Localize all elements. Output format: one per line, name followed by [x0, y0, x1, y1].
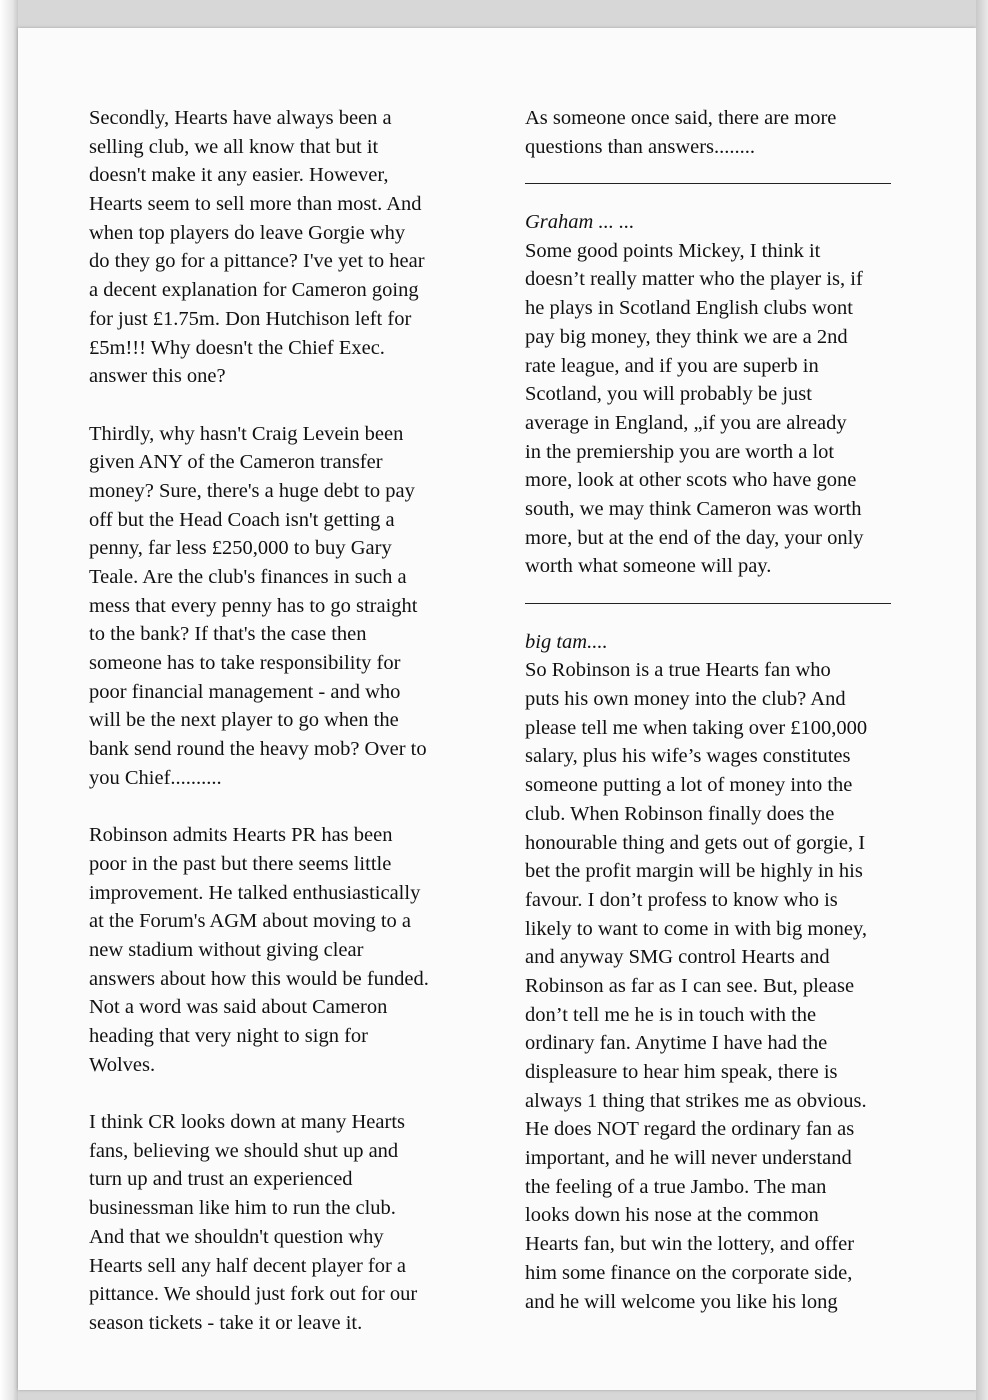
- text-line: mess that every penny has to go straight: [89, 594, 418, 617]
- text-line: important, and he will never understand: [525, 1147, 852, 1170]
- text-line: he plays in Scotland English clubs wont: [525, 297, 853, 320]
- text-line: I think CR looks down at many Hearts: [89, 1111, 406, 1134]
- text-line: answer this one?: [89, 365, 226, 388]
- text-line: fans, believing we should shut up and: [89, 1139, 399, 1162]
- text-line: new stadium without giving clear: [89, 938, 364, 961]
- text-line: to the bank? If that's the case then: [89, 623, 367, 646]
- text-line: average in England, „if you are already: [525, 411, 847, 434]
- text-line: Robinson as far as I can see. But, please: [525, 974, 855, 997]
- text-line: pittance. We should just fork out for our: [89, 1283, 418, 1306]
- text-line: honourable thing and gets out of gorgie, I: [525, 831, 866, 854]
- text-line: Thirdly, why hasn't Craig Levein been: [89, 422, 404, 445]
- text-line: bet the profit margin will be highly in his: [525, 860, 863, 883]
- text-line: south, we may think Cameron was worth: [525, 497, 862, 520]
- text-line: Scotland, you will probably be just: [525, 383, 812, 406]
- text-line: selling club, we all know that but it: [89, 135, 379, 158]
- text-line: turn up and trust an experienced: [89, 1168, 353, 1191]
- text-line: him some finance on the corporate side,: [525, 1261, 853, 1284]
- text-line: penny, far less £250,000 to buy Gary: [89, 537, 392, 560]
- text-line: Hearts fan, but win the lottery, and offer: [525, 1233, 855, 1256]
- text-line: someone putting a lot of money into the: [525, 774, 853, 797]
- text-line: Secondly, Hearts have always been a: [89, 107, 392, 129]
- text-line: displeasure to hear him speak, there is: [525, 1061, 838, 1083]
- text-line: do they go for a pittance? I've yet to hear: [89, 250, 425, 273]
- paragraph-thirdly: [89, 420, 509, 793]
- text-line: Not a word was said about Cameron: [89, 996, 388, 1019]
- text-line: and he will welcome you like his long: [525, 1290, 838, 1313]
- binding-shadow: [0, 0, 18, 1400]
- text-line: Some good points Mickey, I think it: [525, 239, 821, 262]
- paragraph-big-tam-reply: [525, 656, 925, 1316]
- page-edge: [976, 0, 988, 1400]
- paragraph-robinson-pr: [89, 821, 509, 1079]
- text-line: money? Sure, there's a huge debt to pay: [89, 479, 415, 502]
- text-line: when top players do leave Gorgie why: [89, 221, 406, 244]
- text-line: always 1 thing that strikes me as obvious.: [525, 1089, 867, 1112]
- text-line: poor financial management - and who: [89, 680, 401, 703]
- text-line: questions than answers........: [525, 135, 756, 158]
- text-line: likely to want to come in with big money,: [525, 917, 867, 940]
- text-line: As someone once said, there are more: [525, 107, 837, 129]
- text-line: improvement. He talked enthusiastically: [89, 881, 421, 904]
- text-line: Teale. Are the club's finances in such a: [89, 566, 407, 588]
- text-line: So Robinson is a true Hearts fan who: [525, 659, 831, 682]
- text-line: pay big money, they think we are a 2nd: [525, 325, 848, 348]
- text-line: answers about how this would be funded.: [89, 967, 429, 990]
- paragraph-graham-reply: [525, 237, 925, 581]
- text-line: given ANY of the Cameron transfer: [89, 451, 383, 474]
- text-line: more, look at other scots who have gone: [525, 469, 857, 492]
- text-line: a decent explanation for Cameron going: [89, 279, 419, 302]
- right-column: [525, 104, 925, 1316]
- text-line: more, but at the end of the day, your only: [525, 526, 864, 549]
- text-line: and anyway SMG control Hearts and: [525, 946, 830, 969]
- author-big-tam: big tam....: [525, 630, 608, 653]
- paragraph-questions: [525, 104, 925, 161]
- text-line: rate league, and if you are superb in: [525, 354, 819, 377]
- text-line: Hearts seem to sell more than most. And: [89, 193, 422, 216]
- text-line: looks down his nose at the common: [525, 1204, 819, 1227]
- text-line: in the premiership you are worth a lot: [525, 440, 835, 463]
- text-line: And that we shouldn't question why: [89, 1225, 384, 1248]
- text-line: season tickets - take it or leave it.: [89, 1311, 363, 1334]
- text-line: off but the Head Coach isn't getting a: [89, 508, 395, 531]
- section-divider: [525, 161, 925, 190]
- text-line: club. When Robinson finally does the: [525, 802, 835, 825]
- text-line: Hearts sell any half decent player for a: [89, 1254, 407, 1277]
- author-graham: Graham ... ...: [525, 211, 635, 234]
- text-line: £5m!!! Why doesn't the Chief Exec.: [89, 336, 385, 359]
- text-line: worth what someone will pay.: [525, 555, 772, 578]
- text-line: poor in the past but there seems little: [89, 852, 392, 875]
- text-line: for just £1.75m. Don Hutchison left for: [89, 307, 412, 330]
- text-line: will be the next player to go when the: [89, 709, 399, 732]
- text-line: salary, plus his wife’s wages constitutes: [525, 745, 851, 768]
- paragraph-cr-looks-down: [89, 1108, 509, 1338]
- text-line: someone has to take responsibility for: [89, 652, 401, 675]
- text-line: don’t tell me he is in touch with the: [525, 1003, 817, 1026]
- text-line: doesn't make it any easier. However,: [89, 164, 389, 187]
- text-line: businessman like him to run the club.: [89, 1197, 396, 1220]
- left-column: [89, 104, 509, 1338]
- text-line: He does NOT regard the ordinary fan as: [525, 1118, 855, 1141]
- text-line: ordinary fan. Anytime I have had the: [525, 1032, 828, 1055]
- text-line: please tell me when taking over £100,000: [525, 716, 868, 739]
- text-line: doesn’t really matter who the player is, if: [525, 268, 863, 291]
- text-line: you Chief..........: [89, 766, 222, 789]
- text-line: Wolves.: [89, 1053, 156, 1076]
- text-line: favour. I don’t profess to know who is: [525, 888, 838, 911]
- text-line: puts his own money into the club? And: [525, 688, 846, 711]
- text-line: the feeling of a true Jambo. The man: [525, 1175, 827, 1198]
- section-divider: [525, 581, 925, 610]
- paragraph-secondly: [89, 104, 509, 391]
- text-line: Robinson admits Hearts PR has been: [89, 824, 393, 847]
- text-line: at the Forum's AGM about moving to a: [89, 910, 411, 933]
- text-line: heading that very night to sign for: [89, 1025, 368, 1047]
- text-line: bank send round the heavy mob? Over to: [89, 738, 427, 761]
